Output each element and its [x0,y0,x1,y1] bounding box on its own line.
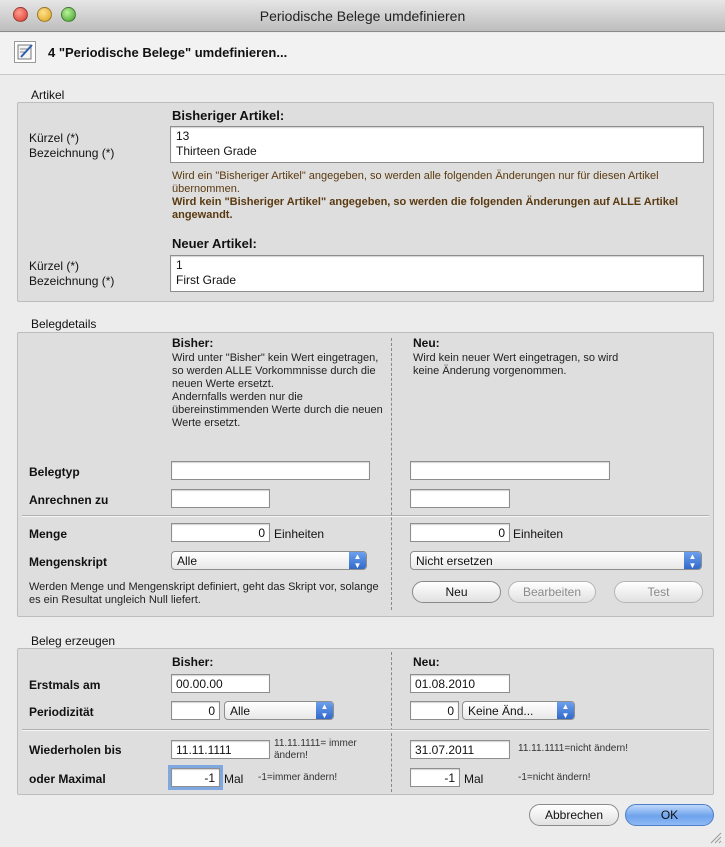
cancel-button[interactable]: Abbrechen [529,804,619,826]
wiederholen-new-input[interactable]: 31.07.2011 [410,740,510,759]
mengenskript-old-value: Alle [177,554,198,568]
bisher-explanation: Wird unter "Bisher" kein Wert eingetragen, so werden ALLE Vorkommnisse durch die neuen Werte ersetzt. Andernfalls werden nur die übereinstimmenden Werte durch die neuen Werte ersetzt. [172,352,383,429]
window-title: Periodische Belege umdefinieren [259,8,466,24]
new-kuerzel-value: 1 [176,258,183,272]
belegdetails-separator [22,515,709,517]
edit-document-icon [14,41,36,63]
updown-arrows-icon: ▲ ▼ [349,551,366,570]
mengenskript-new-value: Nicht ersetzen [416,554,493,568]
anrechnen-new-input[interactable] [410,489,510,508]
new-bezeichnung-value: First Grade [176,273,237,287]
anrechnen-old-input[interactable] [171,489,270,508]
bisher-heading: Bisher: [172,336,214,350]
belegdetails-divider [391,338,392,610]
menge-new-input[interactable]: 0 [410,523,510,542]
old-article-warning: Wird kein "Bisheriger Artikel" angegeben, so werden die folgenden Änderungen auf ALLE Artikel angewandt. [172,196,679,221]
new-bezeichnung-label: Bezeichnung (*) [29,274,115,288]
maximal-old-input[interactable]: -1 [171,768,220,787]
wiederholen-label: Wiederholen bis [29,743,122,757]
old-article-field[interactable] [170,126,704,163]
erzeugen-neu-heading: Neu: [413,655,440,669]
mengenskript-note: Werden Menge und Mengenskript definiert, geht das Skript vor, solange es ein Resultat ungleich Null liefert. [29,581,379,606]
new-kuerzel-label: Kürzel (*) [29,259,80,273]
periodizitaet-old-value: Alle [230,704,251,718]
ok-button[interactable]: OK [625,804,714,826]
periodizitaet-label: Periodizität [29,705,94,719]
beleg-erzeugen-separator [22,729,709,731]
wiederholen-new-hint: 11.11.1111=nicht ändern! [518,743,628,754]
periodizitaet-old-count[interactable]: 0 [171,701,220,720]
erstmals-label: Erstmals am [29,678,101,692]
periodizitaet-new-value: Keine Änd... [468,704,534,718]
old-article-info: Wird ein "Bisheriger Artikel" angegeben, so werden alle folgenden Änderungen nur für diesen Artikel übernommen. [172,170,659,195]
new-article-field[interactable] [170,255,704,292]
mengenskript-old-select[interactable] [171,551,367,570]
belegtyp-label: Belegtyp [29,465,80,479]
menge-old-input[interactable]: 0 [171,523,270,542]
periodizitaet-new-count[interactable]: 0 [410,701,459,720]
old-bezeichnung-label: Bezeichnung (*) [29,146,115,160]
old-kuerzel-value: 13 [176,129,190,143]
updown-arrows-icon: ▲ ▼ [684,551,701,570]
old-kuerzel-label: Kürzel (*) [29,131,80,145]
maximal-new-input[interactable]: -1 [410,768,460,787]
updown-arrows-icon: ▲ ▼ [557,701,574,720]
erstmals-old-input[interactable]: 00.00.00 [171,674,270,693]
maximal-old-unit: Mal [224,772,244,786]
artikel-section-label: Artikel [31,88,65,102]
mengenskript-new-select[interactable] [410,551,702,570]
wiederholen-old-input[interactable]: 11.11.1111 [171,740,270,759]
maximal-new-hint: -1=nicht ändern! [518,772,591,783]
menge-old-unit: Einheiten [274,527,325,541]
maximal-new-unit: Mal [464,772,484,786]
erstmals-new-input[interactable]: 01.08.2010 [410,674,510,693]
dialog-heading: 4 "Periodische Belege" umdefinieren... [48,45,288,60]
beleg-erzeugen-section-label: Beleg erzeugen [31,634,116,648]
periodizitaet-new-select[interactable] [462,701,575,720]
beleg-erzeugen-divider [391,652,392,792]
maximal-old-hint: -1=immer ändern! [258,772,338,783]
maximal-label: oder Maximal [29,772,106,786]
periodizitaet-old-select[interactable] [224,701,334,720]
anrechnen-label: Anrechnen zu [29,493,109,507]
resize-grip-icon[interactable] [708,830,722,844]
menge-new-unit: Einheiten [513,527,564,541]
belegtyp-new-input[interactable] [410,461,610,480]
beleg-erzeugen-panel [17,648,714,795]
neu-script-button[interactable]: Neu [412,581,501,603]
updown-arrows-icon: ▲ ▼ [316,701,333,720]
old-article-heading: Bisheriger Artikel: [172,108,285,123]
erzeugen-bisher-heading: Bisher: [172,655,214,669]
belegdetails-section-label: Belegdetails [31,317,97,331]
new-article-heading: Neuer Artikel: [172,236,257,251]
belegtyp-old-input[interactable] [171,461,370,480]
bearbeiten-script-button[interactable]: Bearbeiten [508,581,596,603]
old-bezeichnung-value: Thirteen Grade [176,144,257,158]
neu-explanation: Wird kein neuer Wert eingetragen, so wird keine Änderung vorgenommen. [413,352,619,377]
neu-heading: Neu: [413,336,440,350]
test-script-button[interactable]: Test [614,581,703,603]
mengenskript-label: Mengenskript [29,555,108,569]
menge-label: Menge [29,527,68,541]
wiederholen-old-hint: 11.11.1111= immer ändern! [274,738,357,761]
